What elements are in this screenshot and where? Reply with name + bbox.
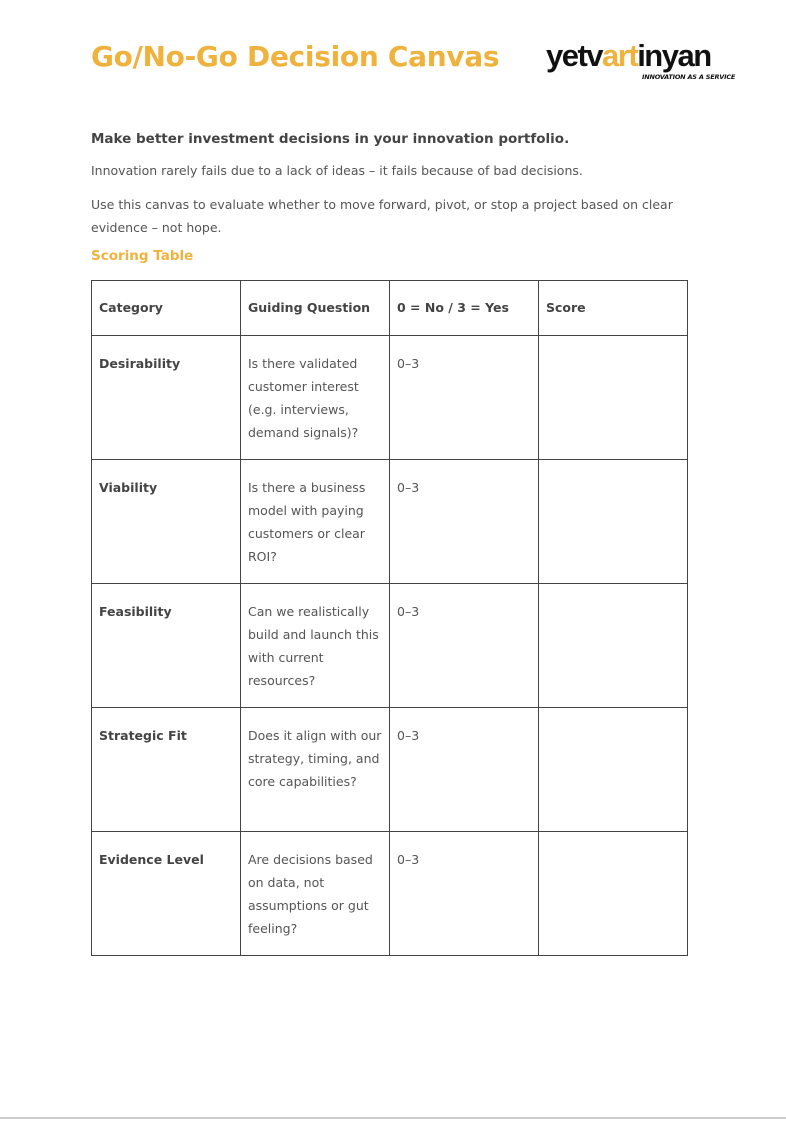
category-cell: Evidence Level bbox=[92, 832, 241, 956]
lead-text: Make better investment decisions in your innovation portfolio. bbox=[91, 131, 570, 147]
table-row bbox=[92, 584, 688, 708]
question-cell: Can we realistically build and launch this with current resources? bbox=[241, 584, 390, 708]
header-range: 0 = No / 3 = Yes bbox=[390, 281, 539, 336]
table-row bbox=[92, 832, 688, 956]
scoring-table bbox=[91, 280, 688, 956]
question-cell: Is there a business model with paying customers or clear ROI? bbox=[241, 460, 390, 584]
logo-text: inyan bbox=[637, 38, 711, 73]
range-cell: 0–3 bbox=[390, 584, 539, 708]
category-cell: Strategic Fit bbox=[92, 708, 241, 832]
logo-text: yetv bbox=[546, 38, 603, 73]
category-cell: Feasibility bbox=[92, 584, 241, 708]
logo-tagline: INNOVATION AS A SERVICE bbox=[642, 73, 736, 81]
brand-logo bbox=[546, 38, 736, 81]
section-title: Scoring Table bbox=[91, 248, 194, 264]
question-cell: Is there validated customer interest (e.g. interviews, demand signals)? bbox=[241, 336, 390, 460]
table-row bbox=[92, 708, 688, 832]
logo-text-accent: art bbox=[602, 38, 638, 73]
category-cell: Desirability bbox=[92, 336, 241, 460]
header-category: Category bbox=[92, 281, 241, 336]
score-cell[interactable] bbox=[539, 460, 688, 584]
instruction-paragraph: Use this canvas to evaluate whether to move forward, pivot, or stop a project based on clear evidence – not hope. bbox=[91, 197, 673, 235]
score-cell[interactable] bbox=[539, 336, 688, 460]
score-cell[interactable] bbox=[539, 832, 688, 956]
range-cell: 0–3 bbox=[390, 832, 539, 956]
header-question: Guiding Question bbox=[241, 281, 390, 336]
page-title: Go/No-Go Decision Canvas bbox=[91, 40, 500, 73]
score-cell[interactable] bbox=[539, 708, 688, 832]
table-row bbox=[92, 336, 688, 460]
header-score: Score bbox=[539, 281, 688, 336]
score-cell[interactable] bbox=[539, 584, 688, 708]
range-cell: 0–3 bbox=[390, 460, 539, 584]
question-cell: Are decisions based on data, not assumptions or gut feeling? bbox=[241, 832, 390, 956]
question-cell: Does it align with our strategy, timing, and core capabilities? bbox=[241, 708, 390, 832]
page-divider bbox=[0, 1117, 786, 1119]
range-cell: 0–3 bbox=[390, 336, 539, 460]
category-cell: Viability bbox=[92, 460, 241, 584]
range-cell: 0–3 bbox=[390, 708, 539, 832]
table-header-row bbox=[92, 281, 688, 336]
intro-paragraph: Innovation rarely fails due to a lack of ideas – it fails because of bad decisions. bbox=[91, 163, 583, 178]
table-row bbox=[92, 460, 688, 584]
